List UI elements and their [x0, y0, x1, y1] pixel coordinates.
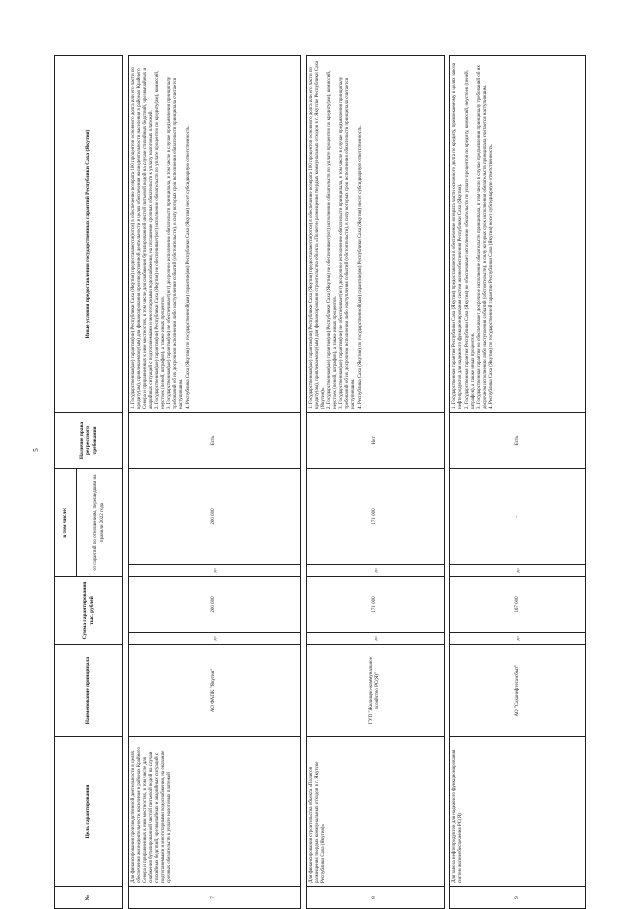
condition-line: 1. Государственная(ые) гарантия(ии) Республики Саха (Якутия) предоставляется(ются) в обеспечение возврата 100 процентов основного долга или его части по кредиту(ам), привлекаемому(ым) для финансирования производственной деятельности в целях обеспечения жизнедеятельности населения в районах Крайнего Севера и приравненных к ним местностях, в том числе для снабжения бутилированной чистой питьевой водой на случаи стихийных бедствий, чрезвычайных и аварийных ситуаций с подтопляемыми и многотарными водоснабжения, на погашение срочных обязательств к уплату налоговых платежей. [130, 66, 155, 409]
row-conditions [306, 56, 444, 413]
row-sum: 167 000 [450, 577, 586, 633]
condition-line: 2. Государственная(ые) гарантия(ии) Республики Саха (Якутия) не обеспечивает(ют) исполнение обязательств по уплате процентов по кредиту(ам), комиссий, неустоек (пеней, штрафов), а также иных процентов. [327, 70, 339, 409]
header-regress: Наличие права регрессного требования [55, 412, 123, 468]
row-regress: Нет [306, 412, 444, 468]
row-sum-prefix: до [306, 633, 444, 645]
header-conditions: Иные условия предоставления государственных гарантий Республики Саха (Якутия) [55, 56, 123, 413]
rotated-page [54, 55, 586, 909]
header-num: № [55, 887, 123, 909]
row-goal: Для финансирования производственной деятельности в целях обеспечения жизнедеятельности населения в районах Крайнего Севера и приравненных к ним местностях, в том числе для снабжения бутилированной чистой питьевой водой на случаи стихийных бедствий, чрезвычайных и аварийных ситуаций с подтопляемыми и многотарными водоснабжения, на оказание срочных обязательств к уплате налоговых платежей [128, 737, 300, 887]
row-sum-prefix: до [128, 633, 300, 645]
page-number: 5 [32, 448, 40, 452]
row-sum: 171 000 [306, 577, 444, 633]
header-goal: Цель гарантирования [55, 737, 123, 887]
condition-line: 3. Государственная(ые) гарантия(ии) не обеспечивает(ют) досрочное исполнение обязательств принципала, в том числе в случае предъявления принципалу требований об их досрочном исполнении либо наступления событий (обстоятельств), в силу которых срок исполнения обязательств принципала считается наступившим. [339, 76, 357, 409]
header-principal: Наименование принципала [55, 645, 123, 737]
condition-line: 1. Государственная(ые) гарантия(ии) Республики Саха (Якутия) предоставляется(ются) в обеспечение возврата 100 процентов основного долга или его части по кредиту(ам), привлекаемому(ым) для финансирования строительства объекта «Полигон размещения твердых коммунальных отходов в г. Якутске Республики Саха (Якутия)». [308, 60, 326, 409]
row-principal: АО ФАПК "Якутия" [128, 645, 300, 737]
row-num: 7 [128, 887, 300, 909]
row-num: 9 [450, 887, 586, 909]
row-sum-prefix: до [450, 633, 586, 645]
row-regress: Есть [450, 412, 586, 468]
condition-line: 4. Республика Саха (Якутия) по государственной(ым) гарантии(ям) Республики Саха (Якутия) несет субсидиарную ответственность. [357, 125, 363, 409]
row-inc: 200 000 [128, 468, 300, 564]
row-inc: 171 000 [306, 468, 444, 564]
row-inc-prefix: до [128, 565, 300, 577]
row-sum: 200 000 [128, 577, 300, 633]
table-row [128, 56, 300, 909]
row-num: 8 [306, 887, 444, 909]
row-principal: ГУП "Жилищно-коммунальное хозяйство РС(Я)" [306, 645, 444, 737]
header-incl-sub: от гарантий по отношениям, перешедшим на правили 2022 года [77, 468, 123, 576]
row-conditions [450, 56, 586, 413]
condition-line: 4. Республика Саха (Якутия) по государственной гарантии Республики Саха (Якутия) несет субсидиарную ответственность. [488, 143, 494, 409]
header-sum: Сумма гарантирования тыс. рублей [55, 577, 123, 645]
condition-line: 1. Государственная гарантия Республики Саха (Якутия) предоставляется в обеспечение возврата части основного долга по кредиту, привлекаемому в целях завоза нефтепродуктов для надежного функционирования систем жизнеобеспечения Республики Саха (Якутия). [452, 62, 464, 409]
row-inc: - [450, 468, 586, 564]
condition-line: 2. Государственная гарантия Республики Саха (Якутия) не обеспечивает исполнение обязательств по уплате процентов по кредиту, комиссий, неустоек (пеней, штрафов), а также иных процентов. [464, 70, 476, 409]
row-principal: АО "Саханефтегазсбыт" [450, 645, 586, 737]
header-incl: в том числе: [55, 468, 77, 576]
row-regress: Есть [128, 412, 300, 468]
condition-line: 4. Республика Саха (Якутия) по государственной(ым) гарантии(ям) Республики Саха (Якутия) несет субсидиарную ответственность. [185, 125, 191, 409]
table-row [450, 56, 586, 909]
condition-line: 3. Государственная(ые) гарантия(ии) не обеспечивает(ют) досрочное исполнение обязательств принципала, в том числе в случае предъявления принципалу требований об их досрочном исполнении либо наступления событий (обстоятельств), в силу которых срок исполнения обязательств принципала считается наступившим. [167, 76, 185, 409]
condition-line: 3. Государственная гарантия не обеспечивает досрочное исполнение обязательств принципала, в том числе в случае предъявления принципалу требований об их досрочном исполнении либо наступления событий (обстоятельств), в силу которых срок исполнения обязательств принципала считается наступившим. [476, 65, 488, 409]
row-inc-prefix: до [306, 565, 444, 577]
row-inc-prefix: до [450, 565, 586, 577]
row-goal: Для завоза нефтепродуктов для надежного функционирования систем жизнеобеспечения РС(Я) [450, 737, 586, 887]
table-row [306, 56, 444, 909]
row-goal: Для финансирования строительства объекта «Полигон размещения твердых коммунальных отходов в г. Якутске Республики Саха (Якутия)» [306, 737, 444, 887]
condition-line: 2. Государственная(ые) гарантия(ии) Республики Саха (Якутия) не обеспечивает(ют) исполнение обязательств по уплате процентов по кредиту(ам), комиссий, неустоек (пеней, штрафов), а также иных процентов. [155, 70, 167, 409]
guarantees-table [54, 55, 586, 909]
row-conditions [128, 56, 300, 413]
